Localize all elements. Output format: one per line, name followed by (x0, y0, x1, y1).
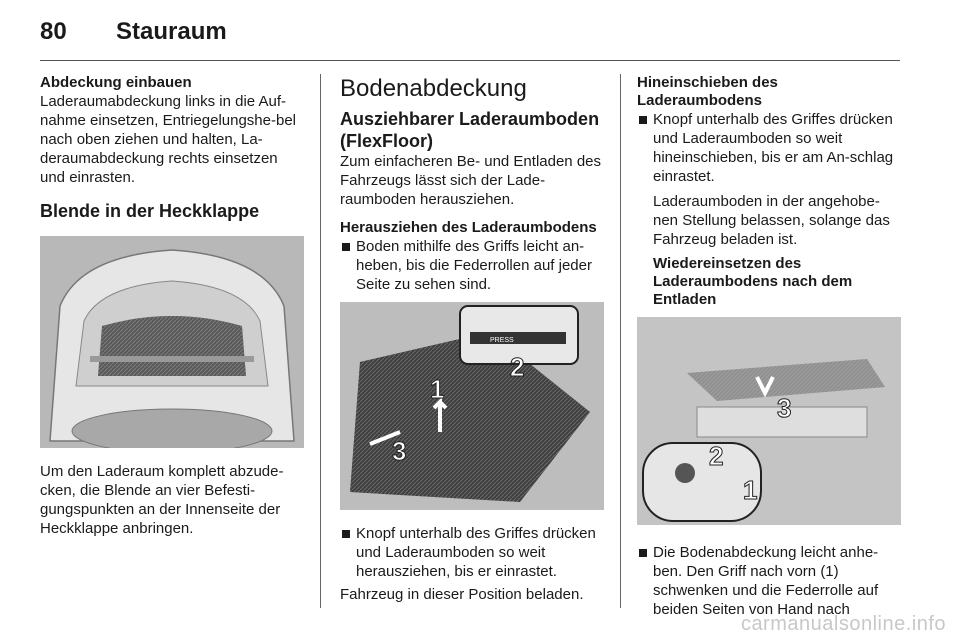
bullet-marker (639, 116, 647, 124)
blende-text: Um den Laderaum komplett abzude-cken, die Blende an vier Befesti-gungspunkten an der Innenseite der Heckklappe anbringen. (40, 463, 284, 537)
figure-callout-3: 3 (392, 436, 407, 466)
install-text: Laderaumabdeckung links in die Auf-nahme einsetzen, Entriegelungshe-bel nach oben ziehen und halten, La-deraumabdeckung rechts einsetzen und einrasten. (40, 93, 297, 186)
column-right (637, 74, 901, 619)
tailgate-cover-illustration (40, 236, 304, 448)
column-divider (320, 74, 321, 608)
figure-callout-2: 2 (510, 352, 525, 382)
column-middle (340, 74, 604, 604)
press-label: PRESS (490, 337, 514, 344)
flexfloor-heading: Ausziehbarer Laderaumboden (FlexFloor) (340, 109, 600, 151)
pull-out-floor-illustration (340, 302, 604, 510)
flexfloor-intro: Zum einfacheren Be- und Entladen des Fahrzeugs lässt sich der Lade-raumboden herausziehen. (340, 153, 601, 208)
bullet-text: Knopf unterhalb des Griffes drücken und Laderaumboden so weit hineinschieben, bis er am An-schlag einrastet. (653, 111, 894, 185)
bullet-item (637, 110, 901, 186)
load-text: Fahrzeug in dieser Position beladen. (340, 586, 584, 603)
leave-raised-text: Laderaumboden in der angehobe-nen Stellung belassen, solange das Fahrzeug beladen ist. (653, 193, 890, 248)
figure-callout-1: 1 (743, 475, 758, 505)
figure-callout-3: 3 (777, 393, 792, 423)
reinsert-floor-illustration (637, 317, 901, 525)
bullet-marker (639, 549, 647, 557)
column-left (40, 74, 304, 538)
push-in-heading: Hineinschieben des Laderaumbodens (637, 74, 778, 109)
page-number: 80 (40, 18, 67, 45)
watermark: carmanualsonline.info (740, 613, 946, 635)
section-heading: Bodenabdeckung (340, 75, 527, 102)
pull-out-heading: Herausziehen des Laderaumbodens (340, 219, 597, 236)
page-header (40, 16, 900, 60)
column-divider (620, 74, 621, 608)
figure-callout-2: 2 (709, 441, 724, 471)
bullet-text: Boden mithilfe des Griffs leicht an-heben, bis die Federrollen auf jeder Seite zu sehen sind. (356, 238, 592, 293)
header-rule (40, 60, 900, 61)
figure-callout-1: 1 (430, 374, 445, 404)
bullet-marker (342, 243, 350, 251)
reinsert-heading: Wiedereinsetzen des Laderaumbodens nach dem Entladen (653, 255, 853, 308)
page-title: Stauraum (116, 18, 227, 45)
bullet-item (637, 543, 901, 619)
blende-heading: Blende in der Heckklappe (40, 201, 260, 221)
bullet-text: Die Bodenabdeckung leicht anhe-ben. Den Griff nach vorn (1) schwenken und die Federrolle auf beiden Seiten von Hand nach (653, 544, 879, 618)
bullet-item (340, 524, 604, 581)
bullet-text: Knopf unterhalb des Griffes drücken und Laderaumboden so weit herausziehen, bis er einrastet. (356, 525, 596, 580)
bullet-marker (342, 530, 350, 538)
install-heading: Abdeckung einbauen (40, 74, 192, 91)
bullet-item (340, 237, 604, 294)
